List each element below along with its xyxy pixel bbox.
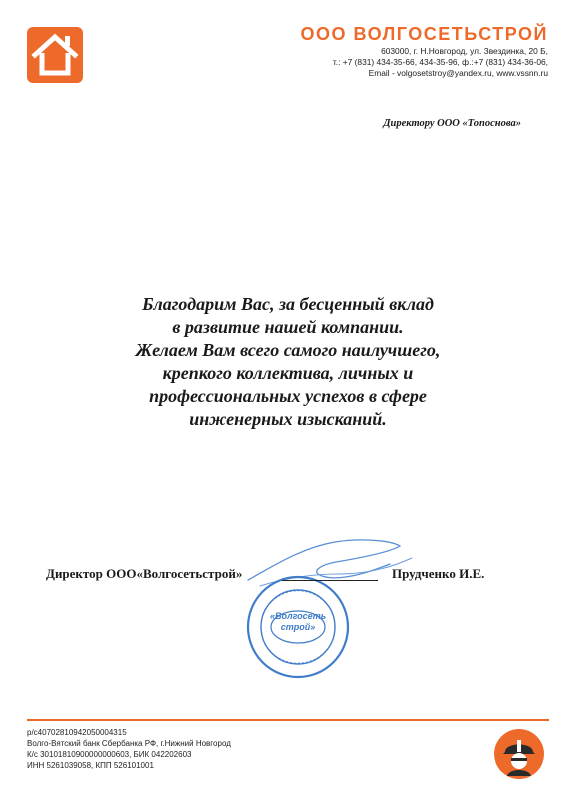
body-line: Благодарим Вас, за бесценный вклад <box>142 294 434 314</box>
body-line: крепкого коллектива, личных и <box>162 363 414 383</box>
company-phones: т.: +7 (831) 434-35-66, 434-35-96, ф.:+7 (831) 434-36-06, <box>332 57 548 67</box>
body-line: инженерных изысканий. <box>189 409 387 429</box>
signatory-name: Прудченко И.Е. <box>392 566 485 581</box>
tax-ids: ИНН 5261039058, КПП 526101001 <box>27 761 154 770</box>
bank-correspondent: К/с 30101810900000000603, БИК 042202603 <box>27 750 192 759</box>
stamp-line: строй» <box>280 622 316 632</box>
bank-name: Волго-Вятский банк Сбербанка РФ, г.Нижний Новгород <box>27 739 231 748</box>
house-logo-icon <box>27 27 83 83</box>
stamp-label <box>270 611 326 633</box>
body-line: в развитие нашей компании. <box>172 317 404 337</box>
stamp-line: «Волгосеть <box>270 611 327 621</box>
signatory-title: Директор ООО«Волгосетьстрой» <box>46 566 243 581</box>
company-address: 603000, г. Н.Новгород, ул. Звездинка, 20 Б, <box>381 46 548 56</box>
signature-line <box>282 580 378 581</box>
body-line: профессиональных успехов в сфере <box>149 386 427 406</box>
company-contacts: Email - volgosetstroy@yandex.ru, www.vssnn.ru <box>368 68 548 78</box>
body-line: Желаем Вам всего самого наилучшего, <box>135 340 441 360</box>
worker-helmet-logo-icon <box>493 728 545 780</box>
footer-divider <box>27 719 549 721</box>
addressee: Директору ООО «Топоснова» <box>383 118 521 129</box>
letter-body <box>60 293 516 431</box>
bank-account: р/с40702810942050004315 <box>27 728 127 737</box>
company-name: ООО ВОЛГОСЕТЬСТРОЙ <box>300 24 548 44</box>
